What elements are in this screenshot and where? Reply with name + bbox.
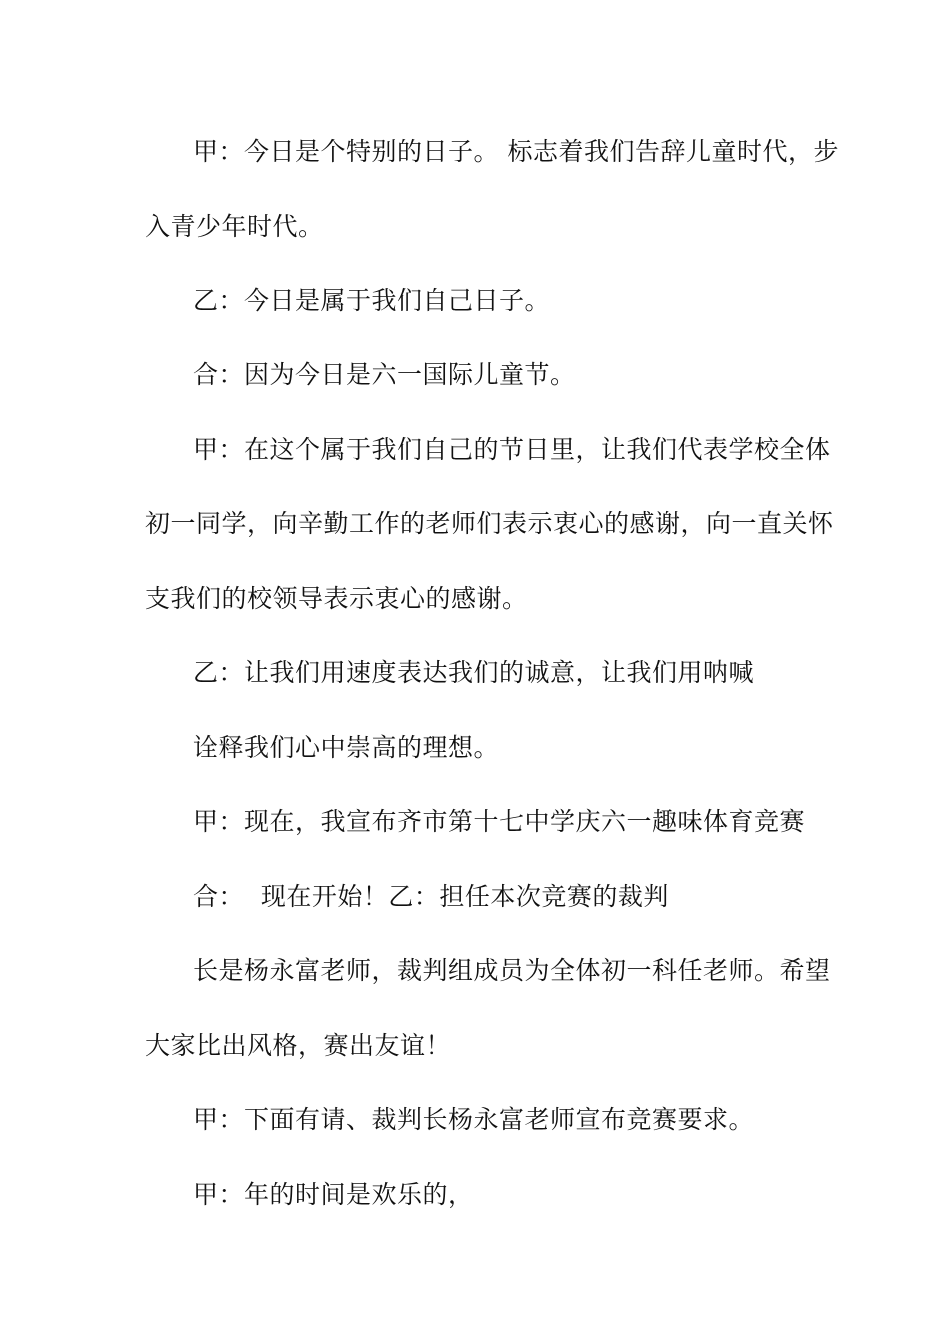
text-line: 甲：年的时间是欢乐的，	[193, 1180, 474, 1209]
text-line: 支我们的校领导表示衷心的感谢。	[145, 584, 528, 613]
text-line: 乙：让我们用速度表达我们的诚意，让我们用呐喊	[193, 658, 755, 687]
text-line: 甲：今日是个特别的日子。 标志着我们告辞儿童时代，步	[193, 137, 839, 166]
text-line: 甲：在这个属于我们自己的节日里，让我们代表学校全体	[193, 435, 831, 464]
text-line: 甲：现在，我宣布齐市第十七中学庆六一趣味体育竞赛	[193, 807, 806, 836]
text-line: 甲：下面有请、裁判长杨永富老师宣布竞赛要求。	[193, 1105, 755, 1134]
text-line: 合：因为今日是六一国际儿童节。	[193, 360, 576, 389]
text-line: 合： 现在开始！乙：担任本次竞赛的裁判	[193, 882, 669, 911]
text-line: 入青少年时代。	[145, 212, 324, 241]
text-line: 大家比出风格，赛出友谊！	[145, 1031, 452, 1060]
text-line: 初一同学，向辛勤工作的老师们表示衷心的感谢，向一直关怀	[145, 509, 834, 538]
text-line: 诠释我们心中崇高的理想。	[193, 733, 500, 762]
text-line: 长是杨永富老师，裁判组成员为全体初一科任老师。希望	[193, 956, 831, 985]
text-line: 乙：今日是属于我们自己日子。	[193, 286, 551, 315]
